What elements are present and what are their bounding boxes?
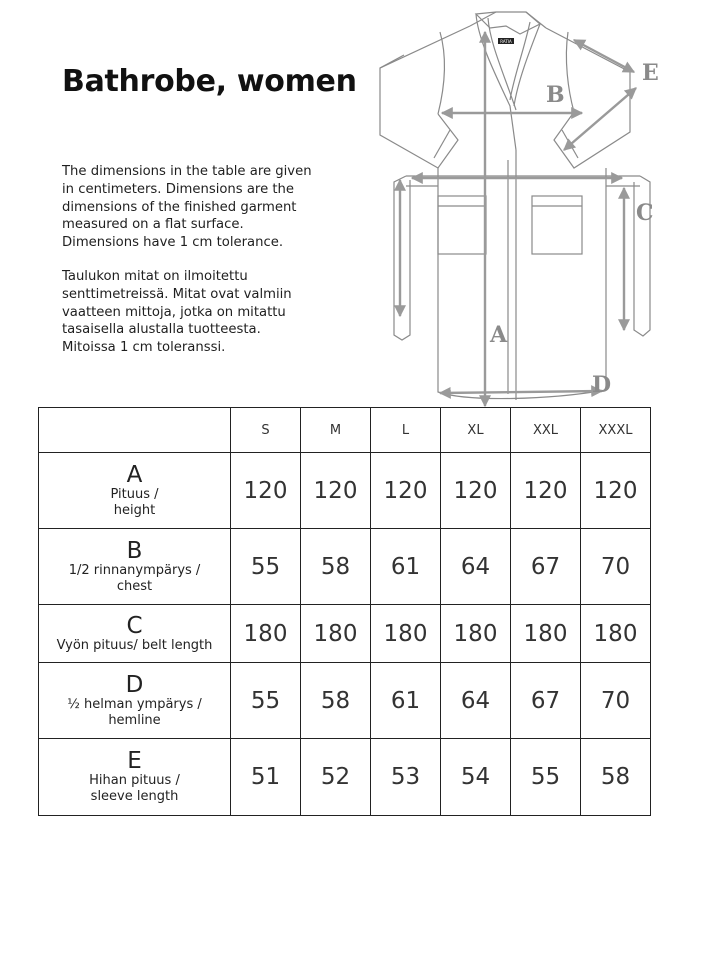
brand-tag-text: RATIA bbox=[500, 39, 512, 44]
table-row bbox=[39, 605, 651, 663]
value-cell: 180 bbox=[581, 605, 651, 663]
arrow-e-sleeve bbox=[564, 88, 636, 150]
measurement-letter: D bbox=[125, 671, 144, 698]
label-a: A bbox=[490, 322, 508, 348]
measurement-letter: B bbox=[126, 537, 143, 564]
bathrobe-diagram bbox=[378, 10, 688, 410]
value-cell: 70 bbox=[581, 529, 651, 605]
value-cell: 120 bbox=[231, 453, 301, 529]
value-cell: 53 bbox=[371, 739, 441, 816]
value-cell: 58 bbox=[581, 739, 651, 816]
value-cell: 120 bbox=[441, 453, 511, 529]
value-cell: 180 bbox=[441, 605, 511, 663]
description-line: Taulukon mitat on ilmoitettu bbox=[62, 269, 248, 284]
size-header: XL bbox=[441, 408, 511, 453]
value-cell: 120 bbox=[511, 453, 581, 529]
value-cell: 52 bbox=[301, 739, 371, 816]
value-cell: 51 bbox=[231, 739, 301, 816]
description-line: dimensions of the finished garment bbox=[62, 199, 297, 215]
value-cell: 180 bbox=[511, 605, 581, 663]
measurement-name: chest bbox=[116, 578, 153, 594]
value-cell: 67 bbox=[511, 663, 581, 739]
measurement-name: 1/2 rinnanympärys / bbox=[68, 562, 201, 578]
measurement-letter: C bbox=[126, 612, 143, 639]
measurement-name: hemline bbox=[108, 712, 161, 728]
label-e: E bbox=[642, 60, 659, 86]
value-cell: 58 bbox=[301, 529, 371, 605]
measurement-name: ½ helman ympärys / bbox=[67, 696, 202, 712]
label-d: D bbox=[592, 372, 612, 398]
measurement-letter: E bbox=[127, 748, 142, 774]
value-cell: 61 bbox=[371, 529, 441, 605]
value-cell: 67 bbox=[511, 529, 581, 605]
value-cell: 58 bbox=[301, 663, 371, 739]
description-line: in centimeters. Dimensions are the bbox=[62, 181, 295, 197]
measurement-label bbox=[39, 529, 231, 605]
size-header: S bbox=[231, 408, 301, 453]
measurement-letter: A bbox=[126, 461, 143, 488]
measurement-name: height bbox=[113, 502, 156, 518]
table-row bbox=[39, 529, 651, 605]
description-line: tasaisella alustalla tuotteesta. bbox=[62, 322, 261, 338]
measurement-name: Hihan pituus / bbox=[89, 773, 180, 788]
arrow-e-top bbox=[574, 40, 634, 72]
description-line: Mitoissa 1 cm toleranssi. bbox=[62, 340, 226, 356]
table-row bbox=[39, 739, 651, 816]
value-cell: 120 bbox=[301, 453, 371, 529]
size-table bbox=[38, 407, 651, 816]
value-cell: 120 bbox=[581, 453, 651, 529]
measurement-name: Pituus / bbox=[110, 486, 159, 502]
value-cell: 55 bbox=[231, 529, 301, 605]
label-b: B bbox=[546, 82, 565, 108]
value-cell: 64 bbox=[441, 529, 511, 605]
value-cell: 55 bbox=[231, 663, 301, 739]
description-line: measured on a flat surface. bbox=[62, 217, 244, 233]
description-english bbox=[62, 163, 362, 252]
description-line: The dimensions in the table are given bbox=[62, 164, 312, 179]
measurement-label bbox=[39, 663, 231, 739]
measurement-name: Vyön pituus/ belt length bbox=[56, 637, 213, 653]
size-header: XXL bbox=[511, 408, 581, 453]
measurement-label bbox=[39, 605, 231, 663]
value-cell: 64 bbox=[441, 663, 511, 739]
measurement-label bbox=[39, 453, 231, 529]
description-line: vaatteen mittoja, jotka on mitattu bbox=[62, 304, 286, 320]
measurement-name: sleeve length bbox=[90, 789, 179, 804]
value-cell: 120 bbox=[371, 453, 441, 529]
description-finnish bbox=[62, 268, 362, 357]
label-c: C bbox=[636, 200, 654, 226]
value-cell: 55 bbox=[511, 739, 581, 816]
arrow-d bbox=[440, 391, 602, 393]
value-cell: 180 bbox=[231, 605, 301, 663]
page-title: Bathrobe, women bbox=[62, 64, 357, 99]
robe-outline bbox=[380, 12, 650, 400]
measurement-label bbox=[39, 739, 231, 816]
header-empty-cell bbox=[39, 408, 231, 453]
value-cell: 180 bbox=[371, 605, 441, 663]
size-header: XXXL bbox=[581, 408, 651, 453]
description-line: senttimetreissä. Mitat ovat valmiin bbox=[62, 286, 292, 302]
size-header: L bbox=[371, 408, 441, 453]
size-header: M bbox=[301, 408, 371, 453]
value-cell: 54 bbox=[441, 739, 511, 816]
table-row bbox=[39, 663, 651, 739]
value-cell: 180 bbox=[301, 605, 371, 663]
description-line: Dimensions have 1 cm tolerance. bbox=[62, 235, 284, 251]
header-row bbox=[39, 408, 651, 453]
value-cell: 61 bbox=[371, 663, 441, 739]
table-row bbox=[39, 453, 651, 529]
value-cell: 70 bbox=[581, 663, 651, 739]
